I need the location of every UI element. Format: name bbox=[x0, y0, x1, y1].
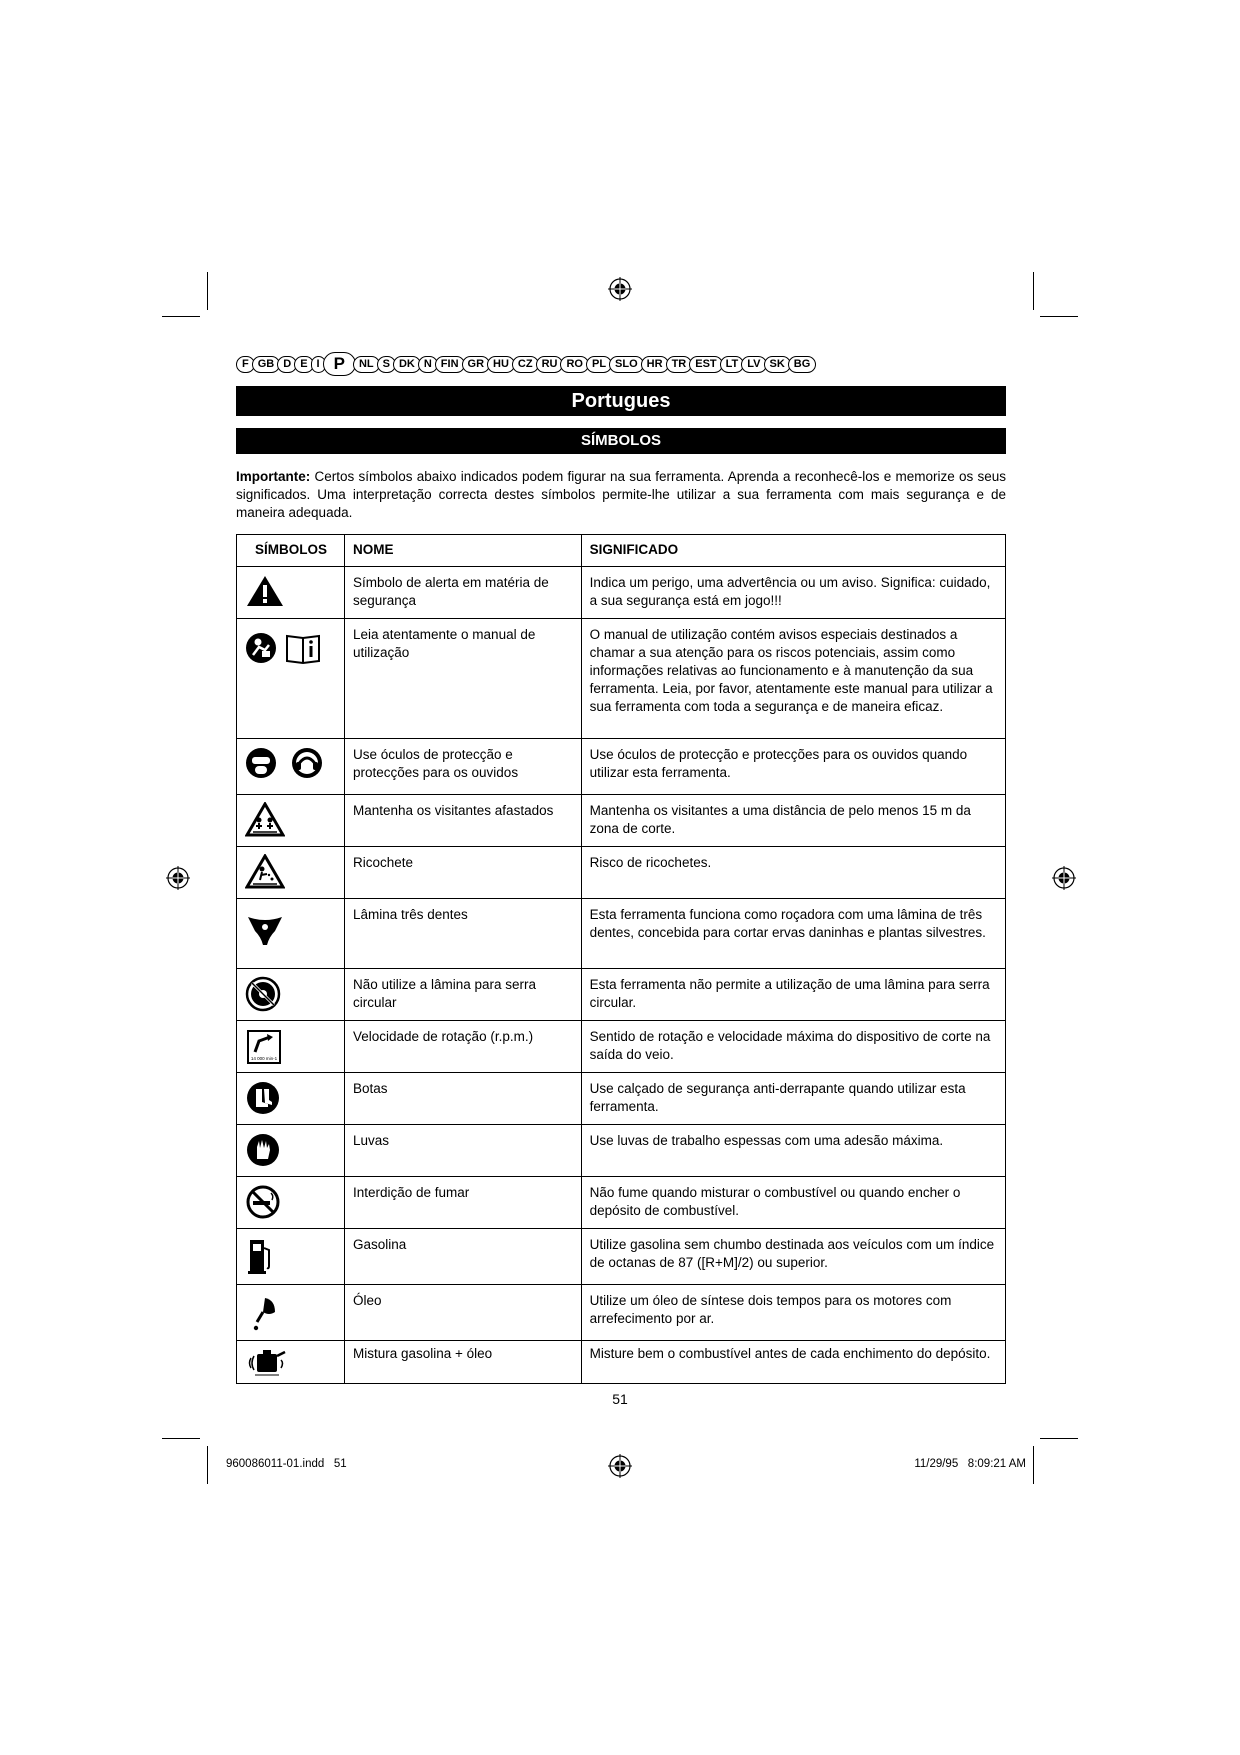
fuel-pump-icon bbox=[245, 1236, 275, 1276]
symbol-cell bbox=[237, 739, 345, 795]
keep-away-icon bbox=[245, 802, 285, 838]
symbol-cell bbox=[237, 619, 345, 739]
language-tab-hu[interactable]: HU bbox=[487, 356, 515, 373]
language-tab-bg[interactable]: BG bbox=[788, 356, 817, 373]
crop-mark bbox=[207, 1446, 208, 1484]
symbol-meaning: Risco de ricochetes. bbox=[581, 847, 1005, 899]
symbol-name: Mistura gasolina + óleo bbox=[344, 1341, 581, 1384]
language-tab-i[interactable]: I bbox=[311, 356, 326, 373]
intro-lead: Importante: bbox=[236, 469, 311, 484]
symbol-meaning: Mantenha os visitantes a uma distância de pelo menos 15 m da zona de corte. bbox=[581, 795, 1005, 847]
footer-file-info: 960086011-01.indd 51 bbox=[226, 1458, 347, 1470]
symbol-cell bbox=[237, 1021, 345, 1073]
symbol-cell bbox=[237, 1177, 345, 1229]
table-row bbox=[237, 1021, 1006, 1073]
registration-mark-icon bbox=[608, 1454, 632, 1478]
crop-mark bbox=[1040, 316, 1078, 317]
language-tab-tr[interactable]: TR bbox=[666, 356, 693, 373]
symbol-name: Lâmina três dentes bbox=[344, 899, 581, 969]
ricochet-icon bbox=[245, 854, 285, 890]
table-row bbox=[237, 1341, 1006, 1384]
language-tab-f[interactable]: F bbox=[236, 356, 255, 373]
symbol-meaning: Esta ferramenta não permite a utilização de uma lâmina para serra circular. bbox=[581, 969, 1005, 1021]
language-tab-slo[interactable]: SLO bbox=[609, 356, 644, 373]
language-tab-ro[interactable]: RO bbox=[560, 356, 589, 373]
symbol-meaning: Utilize gasolina sem chumbo destinada aos veículos com um índice de octanas de 87 ([R+M]/2) ou superior. bbox=[581, 1229, 1005, 1285]
language-tab-p[interactable]: P bbox=[323, 352, 356, 376]
table-row bbox=[237, 899, 1006, 969]
intro-paragraph bbox=[236, 468, 1006, 522]
symbol-cell bbox=[237, 567, 345, 619]
symbol-cell bbox=[237, 1073, 345, 1125]
table-header-row bbox=[237, 535, 1006, 567]
table-row bbox=[237, 1285, 1006, 1341]
language-tab-dk[interactable]: DK bbox=[393, 356, 421, 373]
table-row bbox=[237, 1177, 1006, 1229]
symbol-name: Ricochete bbox=[344, 847, 581, 899]
symbol-cell bbox=[237, 899, 345, 969]
crop-mark bbox=[1040, 1438, 1078, 1439]
symbol-cell bbox=[237, 969, 345, 1021]
language-tab-nl[interactable]: NL bbox=[353, 356, 380, 373]
symbol-cell bbox=[237, 1229, 345, 1285]
symbol-cell bbox=[237, 795, 345, 847]
fuel-mix-icon bbox=[245, 1348, 291, 1378]
language-tab-sk[interactable]: SK bbox=[764, 356, 791, 373]
symbol-meaning: Use óculos de protecção e protecções para os ouvidos quando utilizar esta ferramenta. bbox=[581, 739, 1005, 795]
symbol-name: Mantenha os visitantes afastados bbox=[344, 795, 581, 847]
table-row bbox=[237, 1125, 1006, 1177]
column-header-meaning: SIGNIFICADO bbox=[581, 535, 1005, 567]
column-header-symbols: SÍMBOLOS bbox=[237, 535, 345, 567]
language-tab-ru[interactable]: RU bbox=[536, 356, 564, 373]
language-tab-gr[interactable]: GR bbox=[462, 356, 491, 373]
footer-timestamp: 11/29/95 8:09:21 AM bbox=[914, 1458, 1026, 1470]
symbol-meaning: Sentido de rotação e velocidade máxima do dispositivo de corte na saída do veio. bbox=[581, 1021, 1005, 1073]
symbol-cell bbox=[237, 1125, 345, 1177]
boots-icon bbox=[245, 1080, 281, 1116]
rotation-speed-label: 14 000 min-1 bbox=[250, 1056, 278, 1061]
registration-mark-icon bbox=[608, 277, 632, 301]
symbol-meaning: O manual de utilização contém avisos especiais destinados a chamar a sua atenção para os riscos potenciais, assim como informações relativas ao funcionamento e à manutenção da sua ferramenta. Leia, por favor, atentamente este manual para utilizar a sua ferramenta com toda a segurança e de maneira eficaz. bbox=[581, 619, 1005, 739]
language-tab-d[interactable]: D bbox=[277, 356, 297, 373]
symbol-name: Gasolina bbox=[344, 1229, 581, 1285]
language-tab-lv[interactable]: LV bbox=[741, 356, 766, 373]
language-tab-hr[interactable]: HR bbox=[641, 356, 669, 373]
section-title: SÍMBOLOS bbox=[236, 428, 1006, 454]
eye-ear-protection-icon bbox=[245, 746, 325, 780]
warning-triangle-icon bbox=[245, 574, 285, 608]
table-row bbox=[237, 795, 1006, 847]
symbol-name: Botas bbox=[344, 1073, 581, 1125]
no-circular-saw-icon bbox=[245, 976, 281, 1012]
language-tab-gb[interactable]: GB bbox=[252, 356, 281, 373]
symbol-meaning: Não fume quando misturar o combustível ou quando encher o depósito de combustível. bbox=[581, 1177, 1005, 1229]
language-tab-s[interactable]: S bbox=[377, 356, 396, 373]
no-smoking-icon bbox=[245, 1184, 281, 1220]
symbol-cell bbox=[237, 1285, 345, 1341]
table-row bbox=[237, 847, 1006, 899]
symbol-name: Óleo bbox=[344, 1285, 581, 1341]
symbol-name: Não utilize a lâmina para serra circular bbox=[344, 969, 581, 1021]
language-tab-est[interactable]: EST bbox=[689, 356, 722, 373]
three-tooth-blade-icon bbox=[245, 911, 285, 947]
table-row bbox=[237, 619, 1006, 739]
page-title: Portugues bbox=[236, 386, 1006, 416]
symbol-name: Use óculos de protecção e protecções para os ouvidos bbox=[344, 739, 581, 795]
oil-can-icon bbox=[245, 1292, 281, 1332]
language-tab-e[interactable]: E bbox=[294, 356, 313, 373]
symbol-meaning: Use luvas de trabalho espessas com uma adesão máxima. bbox=[581, 1125, 1005, 1177]
crop-mark bbox=[162, 1438, 200, 1439]
symbol-name: Leia atentamente o manual de utilização bbox=[344, 619, 581, 739]
table-row bbox=[237, 1229, 1006, 1285]
registration-mark-icon bbox=[166, 866, 190, 890]
symbol-name: Luvas bbox=[344, 1125, 581, 1177]
gloves-icon bbox=[245, 1132, 281, 1168]
crop-mark bbox=[1033, 272, 1034, 310]
intro-text: Certos símbolos abaixo indicados podem figurar na sua ferramenta. Aprenda a reconhecê-los e memorize os seus significados. Uma interpretação correcta destes símbolos permite-lhe utilizar a sua ferramenta com mais segurança e de maneira adequada. bbox=[236, 469, 1006, 520]
table-row bbox=[237, 969, 1006, 1021]
symbol-meaning: Use calçado de segurança anti-derrapante quando utilizar esta ferramenta. bbox=[581, 1073, 1005, 1125]
symbol-meaning: Indica um perigo, uma advertência ou um aviso. Significa: cuidado, a sua segurança está em jogo!!! bbox=[581, 567, 1005, 619]
language-tab-pl[interactable]: PL bbox=[586, 356, 612, 373]
symbol-meaning: Misture bem o combustível antes de cada enchimento do depósito. bbox=[581, 1341, 1005, 1384]
language-tab-fin[interactable]: FIN bbox=[435, 356, 465, 373]
symbol-cell bbox=[237, 1341, 345, 1384]
symbol-cell bbox=[237, 847, 345, 899]
symbol-name: Velocidade de rotação (r.p.m.) bbox=[344, 1021, 581, 1073]
crop-mark bbox=[207, 272, 208, 310]
table-row bbox=[237, 739, 1006, 795]
rotation-speed-icon bbox=[245, 1028, 283, 1066]
table-row bbox=[237, 1073, 1006, 1125]
language-tab-cz[interactable]: CZ bbox=[512, 356, 539, 373]
symbol-name: Interdição de fumar bbox=[344, 1177, 581, 1229]
symbol-meaning: Utilize um óleo de síntese dois tempos para os motores com arrefecimento por ar. bbox=[581, 1285, 1005, 1341]
read-manual-icon bbox=[245, 631, 325, 665]
page-number: 51 bbox=[612, 1391, 628, 1407]
table-row bbox=[237, 567, 1006, 619]
symbols-table bbox=[236, 534, 1006, 1384]
crop-mark bbox=[1033, 1446, 1034, 1484]
column-header-name: NOME bbox=[344, 535, 581, 567]
symbol-name: Símbolo de alerta em matéria de segurança bbox=[344, 567, 581, 619]
language-tabs bbox=[236, 354, 1006, 374]
language-tab-n[interactable]: N bbox=[418, 356, 438, 373]
crop-mark bbox=[162, 316, 200, 317]
language-tab-lt[interactable]: LT bbox=[720, 356, 745, 373]
symbol-meaning: Esta ferramenta funciona como roçadora com uma lâmina de três dentes, concebida para cortar ervas daninhas e plantas silvestres. bbox=[581, 899, 1005, 969]
registration-mark-icon bbox=[1052, 866, 1076, 890]
